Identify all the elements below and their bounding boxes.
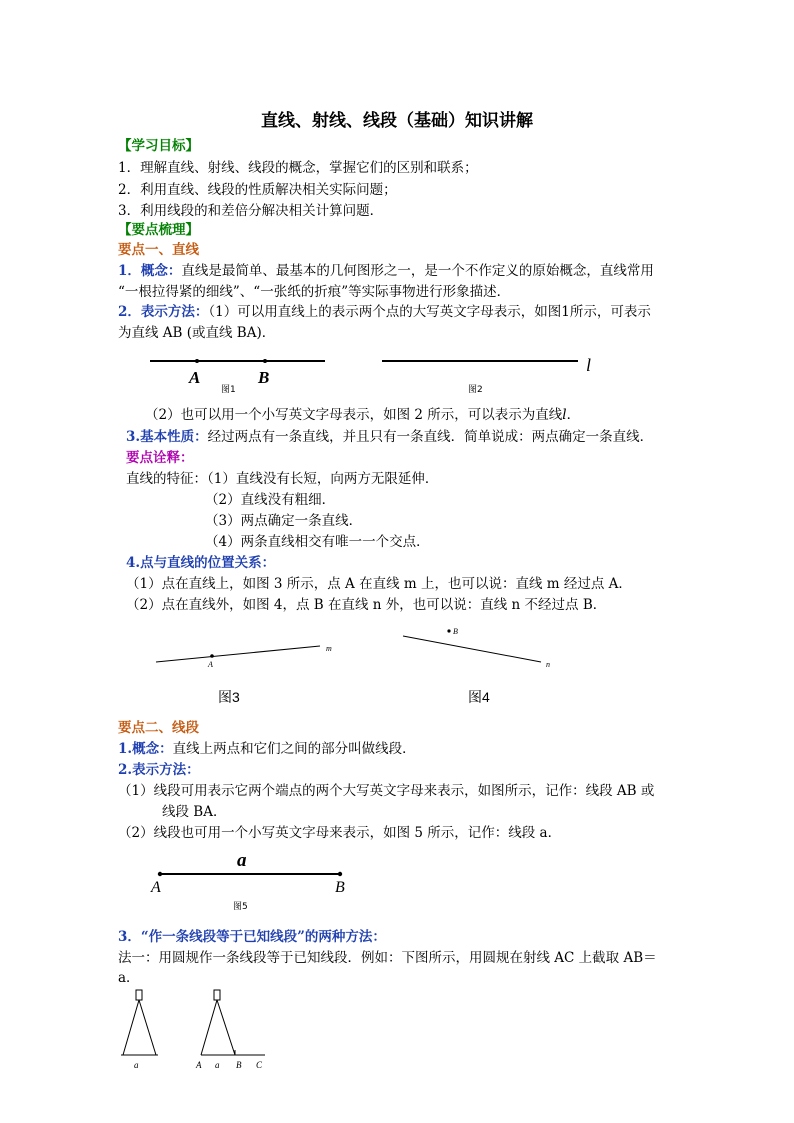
line-property bbox=[126, 427, 653, 447]
goal-item-2: 2．利用直线、线段的性质解决相关实际问题； bbox=[118, 182, 397, 198]
line-concept-text: 直线是最简单、最基本的几何图形之一，是一个不作定义的原始概念，直线常用 bbox=[181, 263, 654, 279]
fig6-label-B: B bbox=[236, 1060, 242, 1070]
learning-goals-header: 【学习目标】 bbox=[118, 138, 199, 154]
line-concept-label: 1．概念： bbox=[118, 263, 182, 279]
segment-concept-text: 直线上两点和它们之间的部分叫做线段． bbox=[172, 741, 416, 757]
figure-5 bbox=[145, 845, 365, 913]
fig5-caption: 图5 bbox=[233, 902, 248, 912]
feature-2: （2）直线没有粗细． bbox=[205, 492, 336, 508]
fig6-label-a-left: a bbox=[134, 1060, 139, 1070]
fig4-caption: 图4 bbox=[468, 689, 490, 705]
relation-1: （1）点在直线上，如图 3 所示，点 A 在直线 m 上，也可以说：直线 m 经过点 A． bbox=[126, 576, 632, 592]
segment-repr-1: （1）线段可用表示它两个端点的两个大写英文字母来表示，如图所示，记作：线段 AB 或 bbox=[118, 783, 655, 799]
line-repr-text2: 为直线 AB (或直线 BA)． bbox=[118, 325, 276, 341]
fig1-point-a: A bbox=[189, 368, 201, 387]
section-heading-line: 要点一、直线 bbox=[118, 242, 199, 258]
fig3-point-a: A bbox=[208, 660, 213, 669]
line-repr bbox=[118, 302, 651, 322]
segment-concept bbox=[118, 739, 416, 759]
figure-2 bbox=[375, 345, 605, 395]
line-features bbox=[126, 469, 438, 489]
point-line-relation-label: 4.点与直线的位置关系： bbox=[126, 555, 276, 571]
feature-1: （1）直线没有长短，向两方无限延伸． bbox=[207, 471, 439, 487]
line-property-text: 经过两点有一条直线，并且只有一条直线．简单说成：两点确定一条直线． bbox=[207, 429, 654, 445]
line-repr-text3: （2）也可以用一个小写英文字母表示，如图 2 所示，可以表示为直线l． bbox=[145, 407, 581, 423]
feature-3: （3）两点确定一条直线． bbox=[205, 513, 363, 529]
section-heading-segment: 要点二、线段 bbox=[118, 720, 199, 736]
line-concept-text2: “一根拉得紧的细线”、“一张纸的折痕”等实际事物进行形象描述． bbox=[118, 284, 511, 300]
fig5-point-b: B bbox=[335, 879, 345, 896]
goal-item-3: 3．利用线段的和差倍分解决相关计算问题． bbox=[118, 203, 384, 219]
fig1-point-b: B bbox=[258, 368, 270, 387]
fig6-label-a: a bbox=[215, 1060, 220, 1070]
figure-4 bbox=[395, 622, 565, 710]
segment-repr-label: 2.表示方法： bbox=[118, 762, 200, 778]
method-text2: a． bbox=[118, 970, 140, 986]
summary-header: 【要点梳理】 bbox=[118, 222, 199, 238]
fig5-point-a: A bbox=[151, 879, 161, 896]
figure-3 bbox=[150, 640, 350, 710]
line-features-label: 直线的特征： bbox=[126, 471, 207, 487]
line-concept bbox=[118, 261, 654, 281]
line-property-label: 3.基本性质： bbox=[126, 429, 208, 445]
fig2-caption: 图2 bbox=[468, 385, 483, 395]
segment-repr-2: （2）线段也可用一个小写英文字母来表示，如图 5 所示，记作：线段 a． bbox=[118, 825, 562, 841]
fig3-caption: 图3 bbox=[218, 689, 240, 705]
figure-1 bbox=[145, 345, 335, 395]
fig1-caption: 图1 bbox=[221, 385, 236, 395]
goal-item-1: 1．理解直线、射线、线段的概念，掌握它们的区别和联系； bbox=[118, 160, 478, 176]
segment-repr-1b: 线段 BA． bbox=[162, 804, 227, 820]
fig6-label-C: C bbox=[256, 1060, 263, 1070]
fig4-point-b: B bbox=[453, 627, 458, 636]
fig3-line-m: m bbox=[326, 644, 332, 653]
method-text: 法一：用圆规作一条线段等于已知线段．例如：下图所示，用圆规在射线 AC 上截取 AB＝ bbox=[118, 950, 657, 966]
segment-concept-label: 1.概念： bbox=[118, 741, 173, 757]
fig2-line-l: l bbox=[586, 355, 592, 375]
fig6-label-A: A bbox=[196, 1060, 202, 1070]
fig4-line-n: n bbox=[546, 660, 550, 669]
figure-6-compass bbox=[115, 988, 275, 1074]
method-label: 3．“作一条线段等于已知线段”的两种方法： bbox=[118, 929, 386, 945]
fig5-segment-a: a bbox=[237, 850, 247, 871]
feature-4: （4）两条直线相交有唯一一个交点． bbox=[205, 534, 430, 550]
line-repr-label: 2．表示方法： bbox=[118, 304, 209, 320]
relation-2: （2）点在直线外，如图 4，点 B 在直线 n 外，也可以说：直线 n 不经过点 B． bbox=[126, 597, 607, 613]
key-explanation-label: 要点诠释： bbox=[126, 450, 194, 466]
page-title: 直线、射线、线段（基础）知识讲解 bbox=[261, 111, 533, 131]
line-repr-text: （1）可以用直线上的表示两个点的大写英文字母表示，如图1所示，可表示 bbox=[208, 304, 651, 320]
